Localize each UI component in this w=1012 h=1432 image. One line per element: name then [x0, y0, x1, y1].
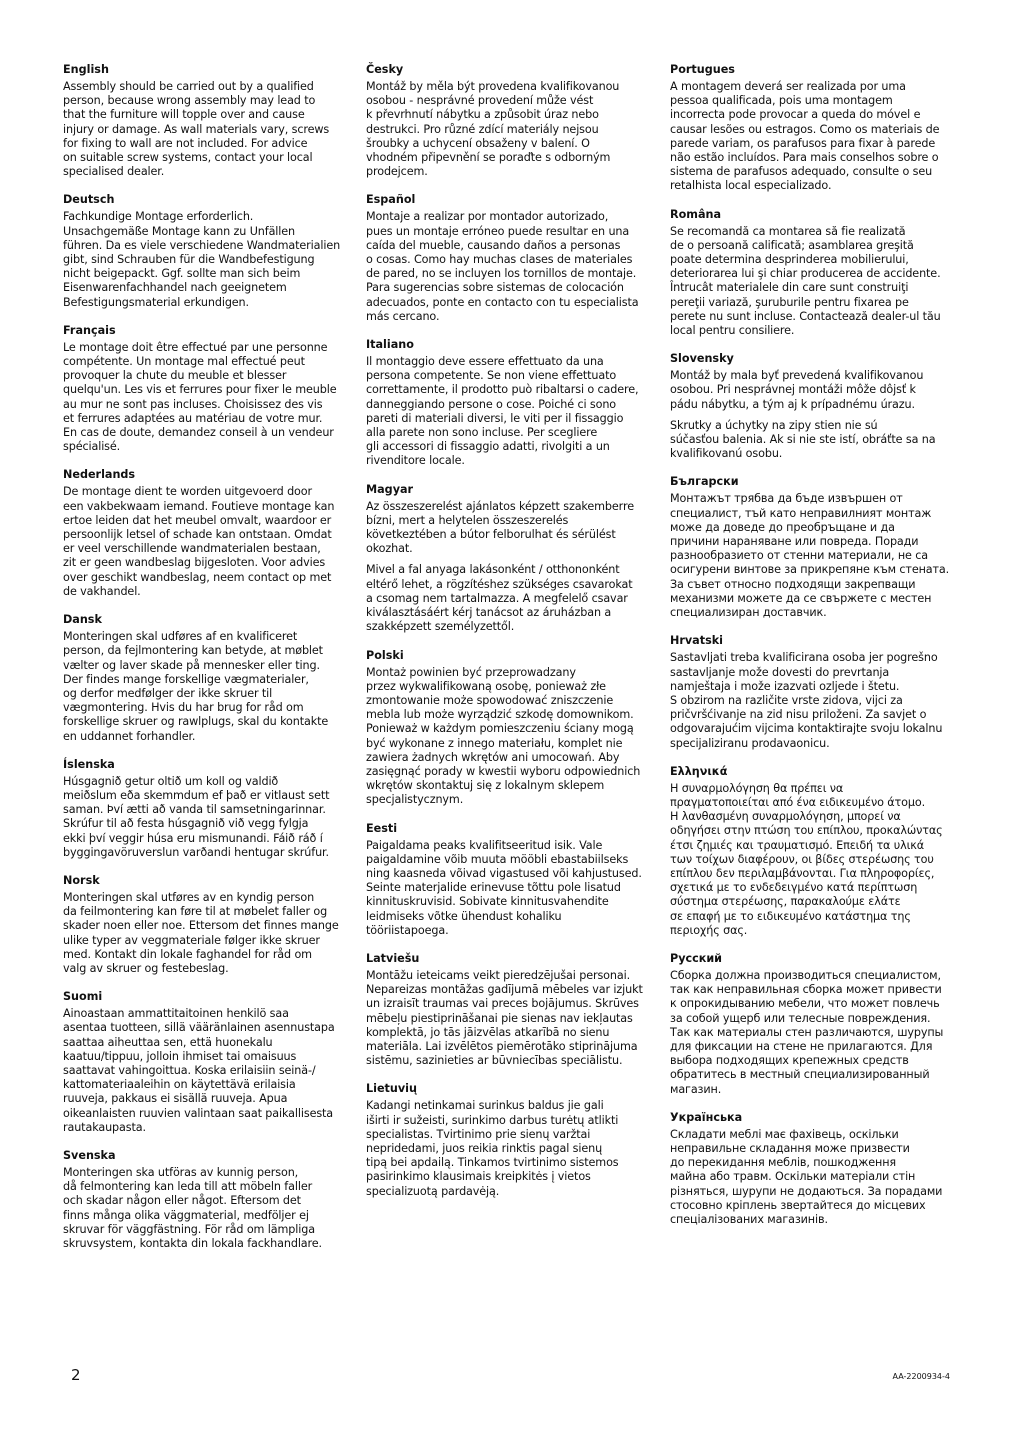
warning-paragraph: Montāžu ieteicams veikt pieredzējušai personai. Nepareizas montāžas gadījumā mēbeles var izjukt un izraisīt traumas vai preces bojājumus. Skrūves mēbeļu piestiprināšanai pie sienas nav iekļautas komplektā, jo tās jāizvēlas atkarībā no sienu materiāla. Lai izvēlētos piemērotāko stiprinājuma sistēmu, sazinieties ar būvniecības speciālistu. — [366, 968, 643, 1068]
page-number: 2 — [71, 1366, 81, 1384]
language-section — [670, 1110, 955, 1227]
warning-paragraph: Skrutky a úchytky na zipy stien nie sú súčasťou balenia. Ak si nie ste istí, obráťte sa na kvalifikovanú osobu. — [670, 418, 936, 461]
warning-paragraph: Sastavljati treba kvalificirana osoba jer pogrešno sastavljanje može dovesti do prevrtanja namještaja i može izazvati ozljede i štetu. S obzirom na različite vrste zidova, vijci za pričvršćivanje na zid nisu priloženi. Za savjet o odgovarajućim vijcima kontaktirajte svoju lokalnu specijaliziranu prodavaonicu. — [670, 651, 943, 750]
warning-paragraph: Fachkundige Montage erforderlich. Unsachgemäße Montage kann zu Unfällen führen. Da es viele verschiedene Wandmaterialien gibt, sind Schrauben für die Wandbefestigung nicht beigepackt. Ggf. sollte man sich beim Eisenwarenfachhandel nach geeignetem Befestigungsmaterial erkundigen. — [63, 210, 341, 309]
warning-paragraph: Montáž by měla být provedena kvalifikovanou osobou - nesprávné provedení může vést k převrhnutí nábytku a způsobit úraz nebo destrukci. Pro různé zdící materiály nejsou šroubky a uchycení obsaženy v balení. O vhodném připevnění se poraďte s odborným prodejcem. — [366, 80, 620, 179]
language-heading: Nederlands — [63, 468, 136, 482]
language-heading: Suomi — [63, 990, 103, 1004]
text-column-2 — [366, 62, 651, 1212]
document-code: AA-2200934-4 — [892, 1372, 950, 1381]
language-heading: Magyar — [366, 482, 414, 496]
warning-paragraph: Monteringen ska utföras av kunnig person, då felmontering kan leda till att möbeln faller och skadar någon eller något. Eftersom det finns många olika väggmaterial, medföljer ej skruvar för väggfästning. För råd om lämpliga skruvsystem, kontakta din lokala fackhandlare. — [63, 1165, 322, 1250]
language-heading: Dansk — [63, 613, 102, 627]
warning-paragraph: Η συναρμολόγηση θα πρέπει να πραγματοποιείται από ένα ειδικευμένο άτομο. Η λανθασμένη συναρμολόγηση, μπορεί να οδηγήσει στην πτώση του επίπλου, προκαλώντας έτσι ζημιές και τραυματισμό. Επειδή τα υλικά των τοίχων διαφέρουν, οι βίδες στερέωσης του επίπλου δεν περιλαμβάνονται. Για πληροφορίες, σχετικά με το ενδεδειγμένο κατά περίπτωση σύστημα στερέωσης, παρακαλούμε ελάτε σε επαφή με το ειδικευμένο κατάστημα της περιοχής σας. — [670, 781, 943, 937]
warning-paragraph: Ainoastaan ammattitaitoinen henkilö saa asentaa tuotteen, sillä vääränlainen asennustapa saattaa aiheuttaa sen, että huonekalu kaatuu/tippuu, jolloin ihmiset tai omaisuus saattavat vahingoittua. Koska erilaisiin seinä-/ kattomateriaaleihin on käytettävä erilaisia ruuveja, pakkaus ei sisällä ruuveja. Apua oikeanlaisten ruuvien valintaan saat paikallisesta rautakaupasta. — [63, 1007, 335, 1134]
language-heading: Latviešu — [366, 951, 420, 965]
language-section — [63, 989, 348, 1135]
language-section — [366, 1081, 651, 1198]
language-heading: Español — [366, 193, 416, 207]
language-heading: Česky — [366, 63, 404, 76]
language-section — [366, 648, 651, 808]
language-heading: Norsk — [63, 873, 100, 887]
language-section — [670, 207, 955, 339]
warning-paragraph: Az összeszerelést ajánlatos képzett szakemberre bízni, mert a helytelen összeszerelés következtében a bútor felborulhat és sérülést okozhat. — [366, 499, 634, 556]
warning-paragraph: Сборка должна производиться специалистом, так как неправильная сборка может привести к опрокидыванию мебели, что может повлечь за собой ущерб или телесные повреждения. Так как материалы стен различаются, шурупы для фиксации на стене не прилагаются. Для выбора подходящих крепежных средств обратитесь в местный специализированный магазин. — [670, 968, 944, 1096]
language-section — [670, 951, 955, 1097]
language-heading: Hrvatski — [670, 634, 724, 648]
language-heading: Portugues — [670, 63, 735, 76]
warning-paragraph: Монтажът трябва да бъде извършен от специалист, тъй като неправилният монтаж може да доведе до преобръщане и да причини нараняване или повреда. Поради разнообразието от стенни материали, не са осигурени винтове за прикрепяне към стената. За съвет относно подходящи закрепващи механизми можете да се свържете с местен специализиран доставчик. — [670, 492, 950, 620]
warning-paragraph: A montagem deverá ser realizada por uma pessoa qualificada, pois uma montagem incorrecta pode provocar a queda do móvel e causar lesões ou estragos. Como os materiais de parede variam, os parafusos para fixar à parede não estão incluídos. Para mais conselhos sobre o sistema de parafusos adequado, consulte o seu retalhista local especializado. — [670, 80, 940, 193]
warning-paragraph: Montaje a realizar por montador autorizado, pues un montaje erróneo puede resultar en una caída del mueble, causando daños a personas o cosas. Como hay muchas clases de materiales de pared, no se incluyen los tornillos de montaje. Para sugerencias sobre sistemas de colocación adecuados, ponte en contacto con tu especialista más cercano. — [366, 210, 639, 323]
language-section — [366, 482, 651, 635]
language-section — [670, 351, 955, 461]
warning-paragraph: Monteringen skal utføres av en kyndig person da feilmontering kan føre til at møbelet faller og skader noen eller noe. Ettersom det finnes mange ulike typer av veggmateriale følger ikke skruer med. Kontakt din lokale faghandel for råd om valg av skruer og festebeslag. — [63, 890, 339, 975]
language-section — [670, 633, 955, 750]
language-heading: Polski — [366, 648, 404, 662]
language-heading: Български — [670, 475, 739, 489]
warning-paragraph: Se recomandă ca montarea să fie realizată de o persoană calificată; asamblarea greşită poate determina desprinderea mobilierului, deteriorarea lui şi chiar producerea de accidente. Întrucât materialele din care sunt construiţi pereţii variază, şuruburile pentru fixarea pe perete nu sunt incluse. Contactează dealer-ul tău local pentru consiliere. — [670, 224, 941, 338]
language-heading: English — [63, 63, 109, 76]
language-section — [63, 62, 348, 179]
language-section — [63, 323, 348, 455]
language-section — [366, 62, 651, 179]
language-heading: Русский — [670, 951, 723, 965]
language-heading: Româna — [670, 207, 722, 221]
warning-paragraph: Húsgagnið getur oltið um koll og valdið meiðslum eða skemmdum ef það er vitlaust sett saman. Því ætti að vanda til samsetningarinnar. Skrúfur til að festa húsgagnið við vegg fylgja ekki því veggir húsa eru mismunandi. Fáið ráð í byggingavöruverslun varðandi hentugar skrúfur. — [63, 774, 330, 859]
language-heading: Íslenska — [63, 757, 115, 771]
warning-paragraph: Assembly should be carried out by a qualified person, because wrong assembly may lead to that the furniture will topple over and cause injury or damage. As wall materials vary, screws for fixing to wall are not included. For advice on suitable screw systems, contact your local specialised dealer. — [63, 80, 330, 179]
language-section — [63, 873, 348, 976]
language-section — [63, 192, 348, 309]
language-heading: Lietuvių — [366, 1082, 417, 1096]
language-section — [63, 1148, 348, 1251]
text-column-3 — [670, 62, 955, 1240]
language-heading: Українська — [670, 1110, 743, 1124]
language-section — [63, 612, 348, 744]
warning-paragraph: De montage dient te worden uitgevoerd door een vakbekwaam iemand. Foutieve montage kan ertoe leiden dat het meubel omvalt, waardoor er persoonlijk letsel of schade kan ontstaan. Omdat er veel verschillende wandmaterialen bestaan, zit er geen wandbeslag bijgesloten. Voor advies over geschikt wandbeslag, neem contact op met de vakhandel. — [63, 485, 335, 598]
language-section — [63, 757, 348, 860]
language-section — [670, 474, 955, 620]
language-section — [366, 951, 651, 1068]
language-heading: Ελληνικά — [670, 764, 728, 778]
language-section — [63, 467, 348, 599]
language-section — [366, 337, 651, 469]
text-column-1 — [63, 62, 348, 1264]
language-heading: Eesti — [366, 821, 398, 835]
language-heading: Français — [63, 323, 116, 337]
language-section — [670, 62, 955, 194]
language-section — [670, 764, 955, 938]
warning-paragraph: Monteringen skal udføres af en kvalificeret person, da fejlmontering kan betyde, at møblet vælter og laver skade på mennesker eller ting. Der findes mange forskellige vægmaterialer, og derfor medfølger der ikke skruer til vægmontering. Hvis du har brug for råd om forskellige skruer og rawlplugs, skal du kontakte en uddannet forhandler. — [63, 630, 329, 743]
warning-paragraph: Montaż powinien być przeprowadzany przez wykwalifikowaną osobę, ponieważ złe zmontowanie może spowodować zniszczenie mebla lub może wyrządzić szkodę domownikom. Ponieważ w każdym pomieszczeniu ściany mogą być wykonane z innego materiału, komplet nie zawiera żadnych wkrętów ani umocowań. Aby zasięgnąć porady w kwestii wyboru odpowiednich wkrętów skontaktuj się z lokalnym sklepem specjalistycznym. — [366, 665, 641, 807]
language-section — [366, 192, 651, 324]
warning-paragraph: Montáž by mala byť prevedená kvalifikovanou osobou. Pri nesprávnej montáži môže dôjsť k pádu nábytku, a tým aj k prípadnému úrazu. — [670, 369, 924, 411]
warning-paragraph: Kadangi netinkamai surinkus baldus jie gali iširti ir sužeisti, surinkimo darbus turėtų atlikti specialistas. Tvirtinimo prie sienų varžtai nepridedami, juos reikia rinktis pagal sienų tipą bei apdailą. Tinkamos tvirtinimo sistemos pasirinkimo klausimais kreipkitės į vietos specializuotą pardavėją. — [366, 1099, 619, 1198]
warning-paragraph: Il montaggio deve essere effettuato da una persona competente. Se non viene effettuato correttamente, il prodotto può ribaltarsi o cadere, danneggiando persone o cose. Poiché ci sono pareti di materiali diversi, le viti per il fissaggio alla parete non sono incluse. Per scegliere gli accessori di fissaggio adatti, rivolgiti a un rivenditore locale. — [366, 355, 639, 468]
language-heading: Deutsch — [63, 193, 115, 207]
warning-paragraph: Mivel a fal anyaga lakásonként / otthononként eltérő lehet, a rögzítéshez szükséges csavarokat a csomag nem tartalmazza. A megfelelő csavar kiválasztásáért kérj tanácsot az áruházban a szakképzett személyzettől. — [366, 563, 633, 634]
language-heading: Svenska — [63, 1148, 116, 1162]
language-section — [366, 821, 651, 938]
warning-paragraph: Paigaldama peaks kvalifitseeritud isik. Vale paigaldamine võib muuta mööbli ebastabiilseks ning kaasneda võivad vigastused või kahjustused. Seinte materjalide erinevuse tõttu pole lisatud kinnituskruvisid. Sobivate kinnitusvahendite leidmiseks võtke ühendust kohaliku tööriistapoega. — [366, 838, 642, 937]
warning-paragraph: Le montage doit être effectué par une personne compétente. Un montage mal effectué peut provoquer la chute du meuble et blesser quelqu'un. Les vis et ferrures pour fixer le meuble au mur ne sont pas incluses. Choisissez des vis et ferrures adaptées au matériau de votre mur. En cas de doute, demandez conseil à un vendeur spécialisé. — [63, 340, 337, 454]
language-heading: Slovensky — [670, 352, 734, 366]
language-heading: Italiano — [366, 338, 414, 352]
warning-paragraph: Складати меблі має фахівець, оскільки неправильне складання може призвести до перекидання меблів, пошкодження майна або травм. Оскільки матеріали стін різняться, шурупи не додаються. За порадами стосовно кріплень звертайтеся до місцевих спеціалізованих магазинів. — [670, 1127, 943, 1226]
